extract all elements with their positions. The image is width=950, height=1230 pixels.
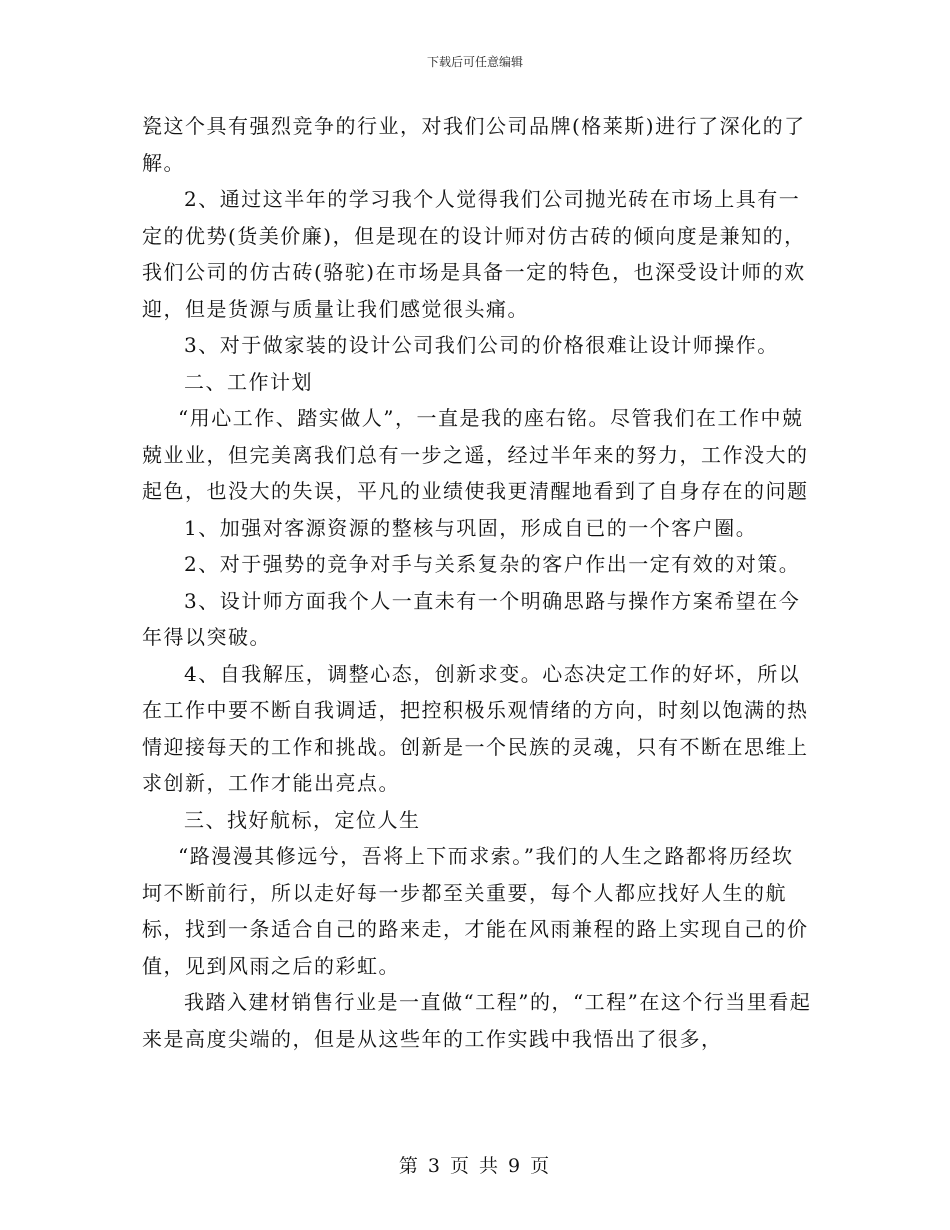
- plan-item-4: 4、自我解压，调整心态，创新求变。心态决定工作的好坏，所以在工作中要不断自我调适，把控积极乐观情绪的方向，时刻以饱满的热情迎接每天的工作和挑战。创新是一个民族的灵魂，只有不断在思维上求创新，工作才能出亮点。: [142, 661, 809, 795]
- paragraph-motto: “用心工作、踏实做人”，一直是我的座右铭。尽管我们在工作中兢兢业业，但完美离我们总有一步之遥，经过半年来的努力，工作没大的起色，也没大的失误，平凡的业绩使我更清醒地看到了自身存在的问题: [142, 406, 809, 503]
- section-heading-life-goal: 三、找好航标，定位人生: [184, 807, 421, 832]
- page-number-footer: 第 3 页 共 9 页: [398, 1155, 552, 1177]
- paragraph-continuation: 瓷这个具有强烈竞争的行业，对我们公司品牌(格莱斯)进行了深化的了解。: [142, 114, 806, 175]
- plan-item-2: 2、对于强势的竞争对手与关系复杂的客户作出一定有效的对策。: [184, 552, 801, 576]
- page-header: 下载后可任意编辑: [426, 55, 523, 69]
- plan-item-3: 3、设计师方面我个人一直未有一个明确思路与操作方案希望在今年得以突破。: [142, 588, 801, 649]
- paragraph-quote-life: “路漫漫其修远兮，吾将上下而求索。”我们的人生之路都将历经坎坷不断前行，所以走好每一步都至关重要，每个人都应找好人生的航标，找到一条适合自己的路来走，才能在风雨兼程的路上实现自己的价值，见到风雨之后的彩虹。: [142, 844, 809, 978]
- document-body: [142, 108, 812, 1057]
- section-heading-work-plan: 二、工作计划: [184, 369, 313, 394]
- paragraph-item-3: 3、对于做家装的设计公司我们公司的价格很难让设计师操作。: [184, 333, 779, 357]
- paragraph-sales-career: 我踏入建材销售行业是一直做“工程”的，“工程”在这个行当里看起来是高度尖端的，但是从这些年的工作实践中我悟出了很多，: [142, 990, 812, 1051]
- paragraph-item-2: 2、通过这半年的学习我个人觉得我们公司抛光砖在市场上具有一定的优势(货美价廉)，但是现在的设计师对仿古砖的倾向度是兼知的，我们公司的仿古砖(骆驼)在市场是具备一定的特色，也深受设计师的欢迎，但是货源与质量让我们感觉很头痛。: [142, 187, 806, 321]
- plan-item-1: 1、加强对客源资源的整核与巩固，形成自已的一个客户圈。: [184, 515, 758, 540]
